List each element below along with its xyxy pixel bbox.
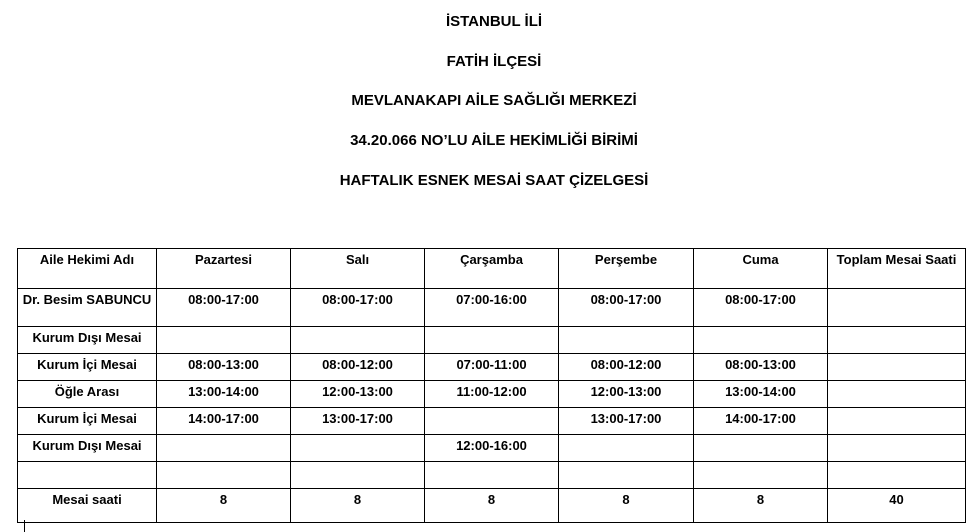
table-cell: [291, 327, 425, 354]
table-cell: [157, 327, 291, 354]
row-label: Öğle Arası: [18, 381, 157, 408]
row-label: Dr. Besim SABUNCU: [18, 289, 157, 327]
table-cell: 08:00-17:00: [291, 289, 425, 327]
table-cell: [828, 462, 966, 489]
column-header: Cuma: [694, 249, 828, 289]
schedule-table: [17, 248, 966, 523]
table-cell: 11:00-12:00: [425, 381, 559, 408]
table-cell: [694, 435, 828, 462]
table-cell: 13:00-14:00: [157, 381, 291, 408]
table-header-row: [18, 249, 966, 289]
row-label: Kurum İçi Mesai: [18, 354, 157, 381]
page-edge-mark: [24, 520, 25, 532]
table-cell: [694, 327, 828, 354]
table-cell: [828, 408, 966, 435]
table-cell: 08:00-17:00: [559, 289, 694, 327]
table-cell: [559, 435, 694, 462]
column-header: Toplam Mesai Saati: [828, 249, 966, 289]
table-cell: 12:00-13:00: [291, 381, 425, 408]
table-cell: 08:00-17:00: [157, 289, 291, 327]
table-cell: [828, 327, 966, 354]
district-title: FATİH İLÇESİ: [446, 53, 542, 70]
table-cell: 8: [694, 489, 828, 523]
table-cell: 08:00-12:00: [559, 354, 694, 381]
table-cell: [559, 462, 694, 489]
table-cell: [425, 462, 559, 489]
table-cell: 13:00-17:00: [291, 408, 425, 435]
row-label: Mesai saati: [18, 489, 157, 523]
health-center-title: MEVLANAKAPI AİLE SAĞLIĞI MERKEZİ: [351, 92, 637, 109]
table-row: [18, 381, 966, 408]
table-cell: [425, 408, 559, 435]
table-cell: [291, 462, 425, 489]
table-cell: [828, 435, 966, 462]
table-cell: 14:00-17:00: [157, 408, 291, 435]
table-cell: 08:00-13:00: [694, 354, 828, 381]
table-cell: [694, 462, 828, 489]
column-header: Salı: [291, 249, 425, 289]
table-row: [18, 327, 966, 354]
row-label: [18, 462, 157, 489]
table-row: [18, 289, 966, 327]
column-header: Perşembe: [559, 249, 694, 289]
column-header: Aile Hekimi Adı: [18, 249, 157, 289]
table-cell: 8: [291, 489, 425, 523]
total-hours-cell: 40: [828, 489, 966, 523]
table-cell: 07:00-11:00: [425, 354, 559, 381]
table-cell: 14:00-17:00: [694, 408, 828, 435]
table-cell: [828, 289, 966, 327]
unit-title: 34.20.066 NO’LU AİLE HEKİMLİĞİ BİRİMİ: [350, 132, 638, 149]
table-cell: [559, 327, 694, 354]
table-cell: 07:00-16:00: [425, 289, 559, 327]
table-cell: 8: [559, 489, 694, 523]
table-cell: [425, 327, 559, 354]
table-cell: [828, 381, 966, 408]
table-cell: 8: [157, 489, 291, 523]
table-cell: 8: [425, 489, 559, 523]
schedule-title: HAFTALIK ESNEK MESAİ SAAT ÇİZELGESİ: [339, 172, 649, 189]
column-header: Pazartesi: [157, 249, 291, 289]
province-title: İSTANBUL İLİ: [445, 13, 543, 30]
table-cell: 12:00-13:00: [559, 381, 694, 408]
table-cell: [828, 354, 966, 381]
table-cell: [157, 435, 291, 462]
row-label: Kurum Dışı Mesai: [18, 327, 157, 354]
table-cell: 08:00-17:00: [694, 289, 828, 327]
row-label: Kurum Dışı Mesai: [18, 435, 157, 462]
total-row: [18, 489, 966, 523]
table-row: [18, 462, 966, 489]
table-cell: 13:00-17:00: [559, 408, 694, 435]
table-cell: 12:00-16:00: [425, 435, 559, 462]
table-row: [18, 408, 966, 435]
column-header: Çarşamba: [425, 249, 559, 289]
table-cell: 08:00-12:00: [291, 354, 425, 381]
table-row: [18, 354, 966, 381]
table-row: [18, 435, 966, 462]
table-cell: [157, 462, 291, 489]
table-cell: 08:00-13:00: [157, 354, 291, 381]
table-cell: 13:00-14:00: [694, 381, 828, 408]
row-label: Kurum İçi Mesai: [18, 408, 157, 435]
table-cell: [291, 435, 425, 462]
